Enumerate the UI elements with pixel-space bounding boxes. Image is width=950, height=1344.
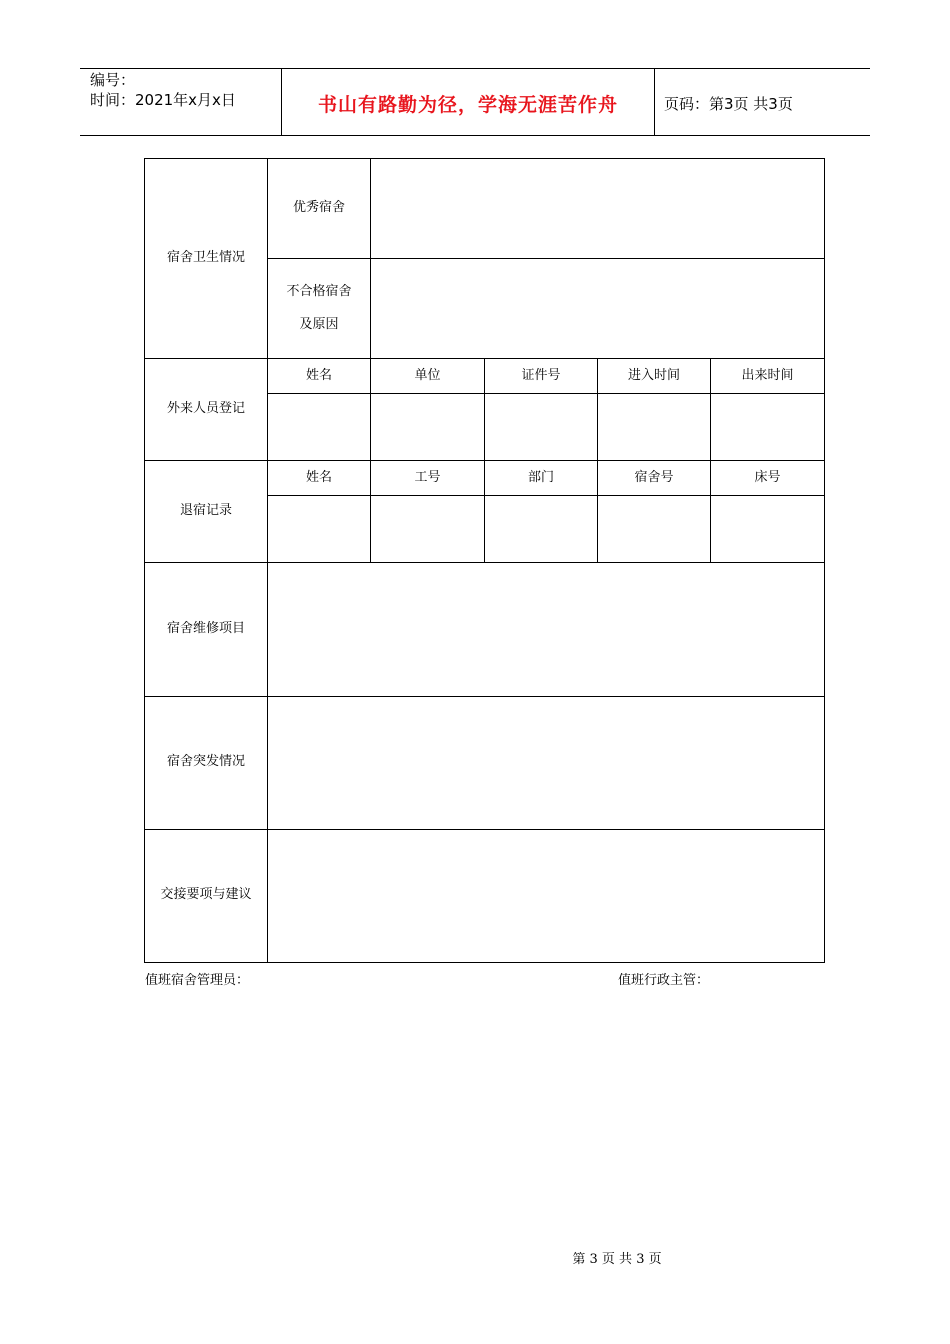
emergency-label: 宿舍突发情况 bbox=[166, 754, 245, 769]
visitor-entry-time-input[interactable] bbox=[597, 393, 711, 461]
visitor-id-input[interactable] bbox=[484, 393, 598, 461]
failed-dorm-label-cell bbox=[267, 258, 371, 359]
checkout-col-name: 姓名 bbox=[305, 470, 332, 485]
visitor-unit-input[interactable] bbox=[370, 393, 485, 461]
page-info: 页码：第3页 共3页 bbox=[664, 95, 793, 113]
visitor-col-entry-time: 进入时间 bbox=[627, 368, 680, 383]
checkout-label: 退宿记录 bbox=[179, 503, 232, 518]
excellent-dorm-input[interactable] bbox=[370, 158, 825, 259]
visitor-exit-time-input[interactable] bbox=[710, 393, 825, 461]
checkout-department-input[interactable] bbox=[484, 495, 598, 563]
checkout-col-bed-number: 床号 bbox=[754, 470, 781, 485]
date-label: 时间：2021年x月x日 bbox=[90, 91, 236, 109]
visitor-col-unit: 单位 bbox=[414, 368, 441, 383]
checkout-col-employee-id: 工号 bbox=[414, 470, 441, 485]
visitor-col-exit-time: 出来时间 bbox=[741, 368, 794, 383]
failed-dorm-reason-label: 及原因 bbox=[299, 317, 339, 332]
header-bottom-rule bbox=[80, 135, 870, 136]
checkout-col-dorm-number: 宿舍号 bbox=[634, 470, 674, 485]
visitors-label: 外来人员登记 bbox=[166, 401, 245, 416]
motto: 书山有路勤为径，学海无涯苦作舟 bbox=[317, 94, 618, 116]
repair-label: 宿舍维修项目 bbox=[166, 621, 245, 636]
checkout-name-input[interactable] bbox=[267, 495, 371, 563]
hygiene-label: 宿舍卫生情况 bbox=[166, 250, 245, 265]
checkout-bed-number-input[interactable] bbox=[710, 495, 825, 563]
page-number: 第 3 页 共 3 页 bbox=[572, 1252, 662, 1267]
duty-manager-signature-label: 值班宿舍管理员： bbox=[145, 973, 250, 988]
checkout-dorm-number-input[interactable] bbox=[597, 495, 711, 563]
header-divider bbox=[654, 68, 655, 136]
checkout-col-department: 部门 bbox=[527, 470, 554, 485]
header-top-rule bbox=[80, 68, 870, 69]
visitor-col-name: 姓名 bbox=[305, 368, 332, 383]
visitor-col-id-number: 证件号 bbox=[521, 368, 561, 383]
emergency-input[interactable] bbox=[267, 696, 825, 830]
repair-input[interactable] bbox=[267, 562, 825, 697]
handover-label: 交接要项与建议 bbox=[160, 887, 252, 902]
failed-dorm-input[interactable] bbox=[370, 258, 825, 359]
duty-admin-signature-label: 值班行政主管： bbox=[618, 973, 710, 988]
handover-input[interactable] bbox=[267, 829, 825, 963]
checkout-employee-id-input[interactable] bbox=[370, 495, 485, 563]
visitor-name-input[interactable] bbox=[267, 393, 371, 461]
failed-dorm-label: 不合格宿舍 bbox=[286, 284, 352, 299]
excellent-dorm-label: 优秀宿舍 bbox=[292, 200, 345, 215]
serial-number-label: 编号： bbox=[90, 71, 136, 89]
